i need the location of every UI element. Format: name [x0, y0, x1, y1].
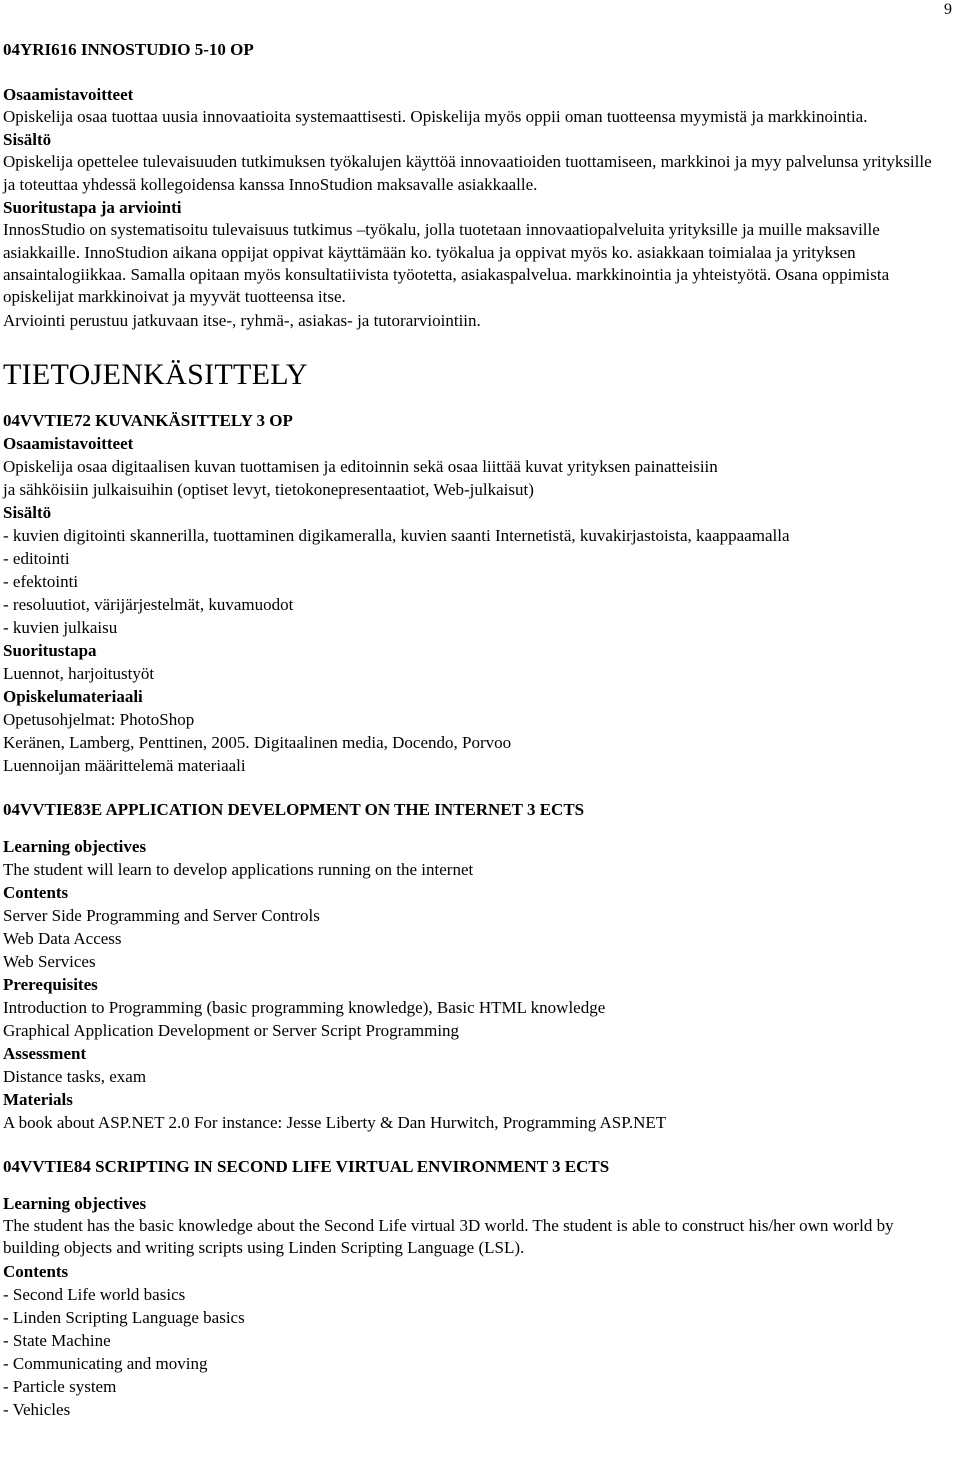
document-body: [3, 38, 948, 1421]
list-item: Web Data Access: [3, 928, 122, 948]
course-title: 04VVTIE83E APPLICATION DEVELOPMENT ON THE INTERNET 3 ECTS: [3, 799, 585, 819]
list-item: - Particle system: [3, 1376, 117, 1396]
list-item: - Communicating and moving: [3, 1353, 208, 1373]
list-item: - State Machine: [3, 1330, 111, 1350]
course-title: 04VVTIE72 KUVANKÄSITTELY 3 OP: [3, 410, 293, 430]
objectives-line: Opiskelija osaa digitaalisen kuvan tuottamisen ja editoinnin sekä osaa liittää kuvat yrityksen painatteisiin: [3, 456, 718, 476]
contents-text: Opiskelija opettelee tulevaisuuden tutkimuksen työkalujen käyttöä innovaatioiden tuottamiseen, markkinoi ja myy palvelunsa yrityksille ja toteuttaa yhdessä kollegoidensa kanssa InnoStudion maksavalle asiakkaalle.: [3, 152, 932, 194]
list-item: Web Services: [3, 951, 96, 971]
course-title: 04VVTIE84 SCRIPTING IN SECOND LIFE VIRTUAL ENVIRONMENT 3 ECTS: [3, 1156, 610, 1176]
course-title: 04YRI616 INNOSTUDIO 5-10 OP: [3, 40, 254, 59]
list-item: Luennoijan määrittelemä materiaali: [3, 755, 246, 775]
prerequisites-heading: Prerequisites: [3, 974, 98, 994]
list-item: - Linden Scripting Language basics: [3, 1307, 245, 1327]
list-item: Graphical Application Development or Server Script Programming: [3, 1020, 460, 1040]
course-second-life-scripting: [3, 1155, 948, 1421]
contents-heading: Sisältö: [3, 130, 52, 150]
contents-heading: Sisältö: [3, 502, 52, 522]
course-innostudio: [3, 38, 948, 332]
list-item: - resoluutiot, värijärjestelmät, kuvamuodot: [3, 594, 294, 614]
assessment-text: InnosStudio on systematisoitu tulevaisuus tutkimus –työkalu, jolla tuotetaan innovaatiopalveluita yrityksille ja muille maksaville asiakkaille. InnoStudion aikana oppijat oppivat käyttämään ko. työkalua ja oppivat myös ko. asiakkaan toimialaa ja yrityksen ansaintalogiikkaa. Samalla opitaan myös konsultatiivista työotetta, asiakaspalvelua. markkinointia ja yhteistyötä. Osana oppimista opiskelijat markkinoivat ja myyvät tuotteensa itse.: [3, 220, 890, 307]
materials-text: A book about ASP.NET 2.0 For instance: Jesse Liberty & Dan Hurwitch, Programming ASP.NET: [3, 1112, 667, 1132]
list-item: Keränen, Lamberg, Penttinen, 2005. Digitaalinen media, Docendo, Porvoo: [3, 732, 512, 752]
list-item: - editointi: [3, 548, 70, 568]
list-item: - kuvien julkaisu: [3, 617, 118, 637]
assessment-heading: Assessment: [3, 1043, 87, 1063]
objectives-heading: Osaamistavoitteet: [3, 85, 134, 104]
list-item: Opetusohjelmat: PhotoShop: [3, 709, 195, 729]
objectives-heading: Learning objectives: [3, 1193, 147, 1213]
list-item: Introduction to Programming (basic programming knowledge), Basic HTML knowledge: [3, 997, 606, 1017]
objectives-line: ja sähköisiin julkaisuihin (optiset levyt, tietokonepresentaatiot, Web-julkaisut): [3, 479, 534, 499]
contents-heading: Contents: [3, 882, 69, 902]
evaluation-text: Arviointi perustuu jatkuvaan itse-, ryhmä-, asiakas- ja tutorarviointiin.: [3, 310, 481, 330]
list-item: - Vehicles: [3, 1399, 71, 1419]
list-item: Server Side Programming and Server Controls: [3, 905, 320, 925]
objectives-heading: Osaamistavoitteet: [3, 433, 134, 453]
method-text: Luennot, harjoitustyöt: [3, 663, 155, 683]
objectives-text: The student has the basic knowledge about the Second Life virtual 3D world. The student is able to construct his/her own world by building objects and writing scripts using Linden Scripting Language (LSL).: [3, 1215, 894, 1258]
materials-heading: Opiskelumateriaali: [3, 686, 143, 706]
list-item: - efektointi: [3, 571, 79, 591]
course-application-development: [3, 798, 948, 1134]
objectives-text: Opiskelija osaa tuottaa uusia innovaatioita systemaattisesti. Opiskelija myös oppii oman tuotteensa myymistä ja markkinointia.: [3, 107, 868, 126]
page-number: 9: [944, 1, 952, 18]
assessment-text: Distance tasks, exam: [3, 1066, 147, 1086]
list-item: - kuvien digitointi skannerilla, tuottaminen digikameralla, kuvien saanti Internetistä, kuvakirjastoista, kaappaamalla: [3, 525, 790, 545]
assessment-heading: Suoritustapa ja arviointi: [3, 198, 182, 218]
method-heading: Suoritustapa: [3, 640, 97, 660]
objectives-heading: Learning objectives: [3, 836, 147, 856]
contents-heading: Contents: [3, 1261, 69, 1281]
list-item: - Second Life world basics: [3, 1284, 186, 1304]
materials-heading: Materials: [3, 1089, 73, 1109]
section-title: TIETOJENKÄSITTELY: [3, 357, 308, 391]
objectives-text: The student will learn to develop applications running on the internet: [3, 859, 474, 879]
course-kuvankasittely: [3, 409, 948, 777]
